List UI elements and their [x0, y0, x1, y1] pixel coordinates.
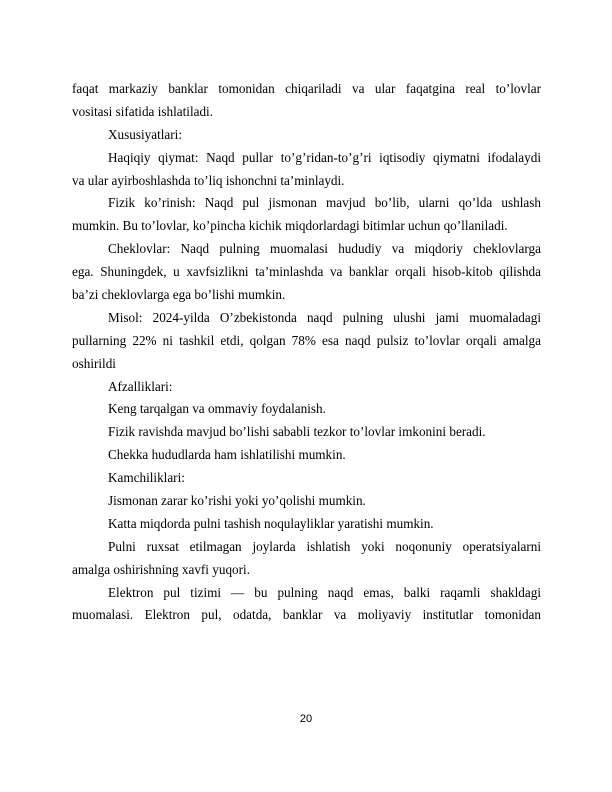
body-text [72, 78, 541, 627]
line-text: Misol: 2024-yilda O’zbekistonda naqd pulning ulushi jami muomaladagi [108, 309, 541, 325]
line-text: Chekka hududlarda ham ishlatilishi mumkin. [108, 447, 346, 463]
text-line [72, 307, 541, 330]
line-text: Kamchiliklari: [108, 470, 185, 486]
text-line [72, 490, 541, 513]
text-line [72, 444, 541, 467]
line-text: Cheklovlar: Naqd pulning muomalasi hududiy va miqdoriy cheklovlarga [108, 241, 541, 257]
text-line [72, 467, 541, 490]
line-text: Xususiyatlari: [108, 126, 182, 142]
text-line [72, 582, 541, 605]
line-text: amalga oshirishning xavfi yuqori. [72, 561, 250, 577]
line-text: va ular ayirboshlashda to’liq ishonchni ta’minlaydi. [72, 172, 345, 188]
text-line [72, 421, 541, 444]
line-text: muomalasi. Elektron pul, odatda, banklar va moliyaviy institutlar tomonidan [72, 607, 541, 623]
line-text: ba’zi cheklovlarga ega bo’lishi mumkin. [72, 287, 286, 303]
text-line [72, 604, 541, 627]
text-line [72, 124, 541, 147]
line-text: ega. Shuningdek, u xavfsizlikni ta’minlashda va banklar orqali hisob-kitob qilishda [72, 264, 541, 280]
text-line [72, 513, 541, 536]
line-text: Fizik ko’rinish: Naqd pul jismonan mavjud bo’lib, ularni qo’lda ushlash [108, 195, 541, 211]
line-text: Afzalliklari: [108, 378, 173, 394]
text-line [72, 78, 541, 101]
text-line [72, 559, 541, 582]
line-text: Keng tarqalgan va ommaviy foydalanish. [108, 401, 326, 417]
line-text: Fizik ravishda mavjud bo’lishi sababli tezkor to’lovlar imkonini beradi. [108, 424, 486, 440]
text-line [72, 238, 541, 261]
line-text: Haqiqiy qiymat: Naqd pullar to’g’ridan-to’g’ri iqtisodiy qiymatni ifodalaydi [108, 149, 541, 165]
text-line [72, 330, 541, 353]
text-line [72, 101, 541, 124]
text-line [72, 536, 541, 559]
text-line [72, 170, 541, 193]
line-text: Elektron pul tizimi — bu pulning naqd emas, balki raqamli shakldagi [108, 584, 541, 600]
line-text: Jismonan zarar ko’rishi yoki yo’qolishi mumkin. [108, 493, 366, 509]
line-text: Katta miqdorda pulni tashish noqulayliklar yaratishi mumkin. [108, 515, 434, 531]
text-line [72, 376, 541, 399]
line-text: Pulni ruxsat etilmagan joylarda ishlatish yoki noqonuniy operatsiyalarni [108, 538, 541, 554]
line-text: vositasi sifatida ishlatiladi. [72, 103, 214, 119]
text-line [72, 192, 541, 215]
line-text: faqat markaziy banklar tomonidan chiqariladi va ular faqatgina real to’lovlar [72, 81, 541, 96]
line-text: oshirildi [72, 355, 116, 371]
line-text: mumkin. Bu to’lovlar, ko’pincha kichik miqdorlardagi bitimlar uchun qo’llaniladi. [72, 218, 508, 234]
text-line [72, 215, 541, 238]
text-line [72, 353, 541, 376]
text-line [72, 147, 541, 170]
page-number: 20 [299, 713, 313, 725]
line-text: pullarning 22% ni tashkil etdi, qolgan 78% esa naqd pulsiz to’lovlar orqali amalga [72, 332, 541, 348]
text-line [72, 398, 541, 421]
text-line [72, 284, 541, 307]
text-line [72, 261, 541, 284]
